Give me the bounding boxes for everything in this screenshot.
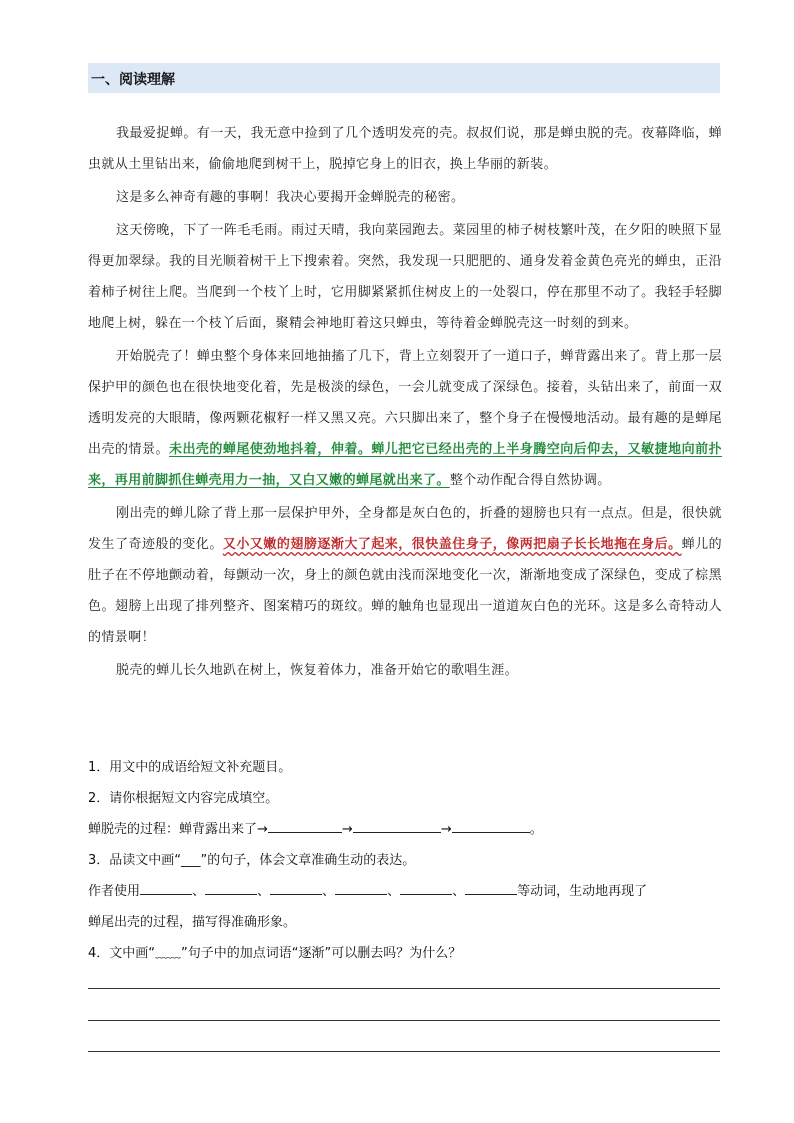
question-2-fill	[88, 814, 722, 845]
arrow-icon: →	[257, 822, 268, 837]
passage-paragraph-4	[88, 341, 722, 496]
paragraph-5-end: 蝉儿的肚子在不停地颤动着，每颤动一次，身上的颜色就由浅而深地变化一次，渐渐地变成了深绿色，变成了棕黑色。翅膀上出现了排列整齐、图案精巧的斑纹。蝉的触角也显现出一道道灰白色的光环。这是多么奇特动人的情景啊！	[88, 537, 722, 645]
separator: 、	[322, 884, 336, 899]
separator: 、	[452, 884, 466, 899]
answer-blank[interactable]	[452, 818, 530, 833]
fill-prefix: 蝉脱壳的过程：蝉背露出来了	[88, 822, 258, 837]
fill-suffix: 等动词，生动地再现了	[517, 884, 648, 899]
separator: 、	[257, 884, 271, 899]
question-3-fill	[88, 876, 722, 907]
underlined-sentence: 未出壳的蝉尾使劲地抖着，伸着。蝉儿把它已经出壳的上半身腾空向后仰去，又敏捷地向前扑来，再用前脚抓住蝉壳用力一抽，又白又嫩的蝉尾就出来了。	[88, 442, 722, 488]
fill-prefix: 作者使用	[88, 884, 141, 899]
paragraph-4-start: 开始脱壳了！蝉虫整个身体来回地抽搐了几下，背上立刻裂开了一道口子，蝉背露出来了。背上那一层保护甲的颜色也在很快地变化着，先是极淡的绿色，一会儿就变成了深绿色。接着，头钻出来了，前面一双透明发亮的大眼睛，像两颗花椒籽一样又黑又亮。六只脚出来了，整个身子在慢慢地活动。最有趣的是蝉尾出壳的情景。	[88, 349, 722, 457]
arrow-icon: →	[341, 822, 353, 837]
answer-line[interactable]	[88, 1051, 720, 1052]
arrow-icon: →	[440, 822, 452, 837]
question-4: 4．文中画“﹏﹏”句子中的加点词语“逐渐”可以删去吗？为什么？	[88, 946, 462, 961]
answer-blank[interactable]	[270, 880, 322, 895]
question-3-line-2: 蝉尾出壳的过程，描写得准确形象。	[88, 915, 297, 930]
passage-paragraph-6: 脱壳的蝉儿长久地趴在树上，恢复着体力，准备开始它的歌唱生涯。	[116, 663, 519, 678]
answer-line[interactable]	[88, 1020, 720, 1021]
passage-paragraph-2: 这是多么神奇有趣的事啊！我决心要揭开金蝉脱壳的秘密。	[116, 190, 465, 205]
paragraph-4-end: 整个动作配合得自然协调。	[449, 473, 611, 488]
passage-paragraph-3: 这天傍晚，下了一阵毛毛雨。雨过天晴，我向菜园跑去。菜园里的柿子树枝繁叶茂，在夕阳的映照下显得更加翠绿。我的目光顺着树干上下搜索着。突然，我发现一只肥肥的、通身发着金黄色亮光的蝉虫，正沿着柿子树往上爬。当爬到一个枝丫上时，它用脚紧紧抓住树皮上的一处裂口，停在那里不动了。我轻手轻脚地爬上树，躲在一个枝丫后面，聚精会神地盯着这只蝉虫，等待着金蝉脱壳这一时刻的到来。	[88, 223, 722, 331]
answer-line[interactable]	[88, 988, 720, 989]
question-1: 1．用文中的成语给短文补充题目。	[88, 760, 292, 775]
questions-section	[88, 752, 722, 969]
answer-blank[interactable]	[205, 880, 257, 895]
section-title: 一、阅读理解	[91, 72, 175, 88]
answer-blank[interactable]	[140, 880, 192, 895]
separator: 、	[387, 884, 401, 899]
wavy-underlined-sentence: 又小又嫩的翅膀逐渐大了起来，很快盖住身子，像两把扇子长长地拖在身后。	[222, 537, 682, 552]
answer-blank[interactable]	[353, 818, 441, 833]
separator: 、	[192, 884, 206, 899]
answer-blank[interactable]	[465, 880, 517, 895]
question-2: 2．请你根据短文内容完成填空。	[88, 791, 279, 806]
paragraph-5-start: 刚出壳的蝉儿除了背上那一层保护甲外，全身都是灰白色的，折叠的翅膀也只有一点点。但是，很快就发生了奇迹般的变化。	[88, 506, 722, 552]
reading-passage	[88, 118, 722, 688]
answer-blank[interactable]	[335, 880, 387, 895]
fill-period: 。	[529, 822, 543, 837]
answer-blank[interactable]	[400, 880, 452, 895]
answer-blank[interactable]	[268, 818, 342, 833]
passage-paragraph-5	[88, 498, 722, 653]
section-header-bar	[88, 63, 720, 93]
question-3: 3．品读文中画“___”的句子，体会文章准确生动的表达。	[88, 853, 416, 868]
passage-paragraph-1: 我最爱捉蝉。有一天，我无意中捡到了几个透明发亮的壳。叔叔们说，那是蝉虫脱的壳。夜幕降临，蝉虫就从土里钻出来，偷偷地爬到树干上，脱掉它身上的旧衣，换上华丽的新装。	[88, 126, 722, 172]
